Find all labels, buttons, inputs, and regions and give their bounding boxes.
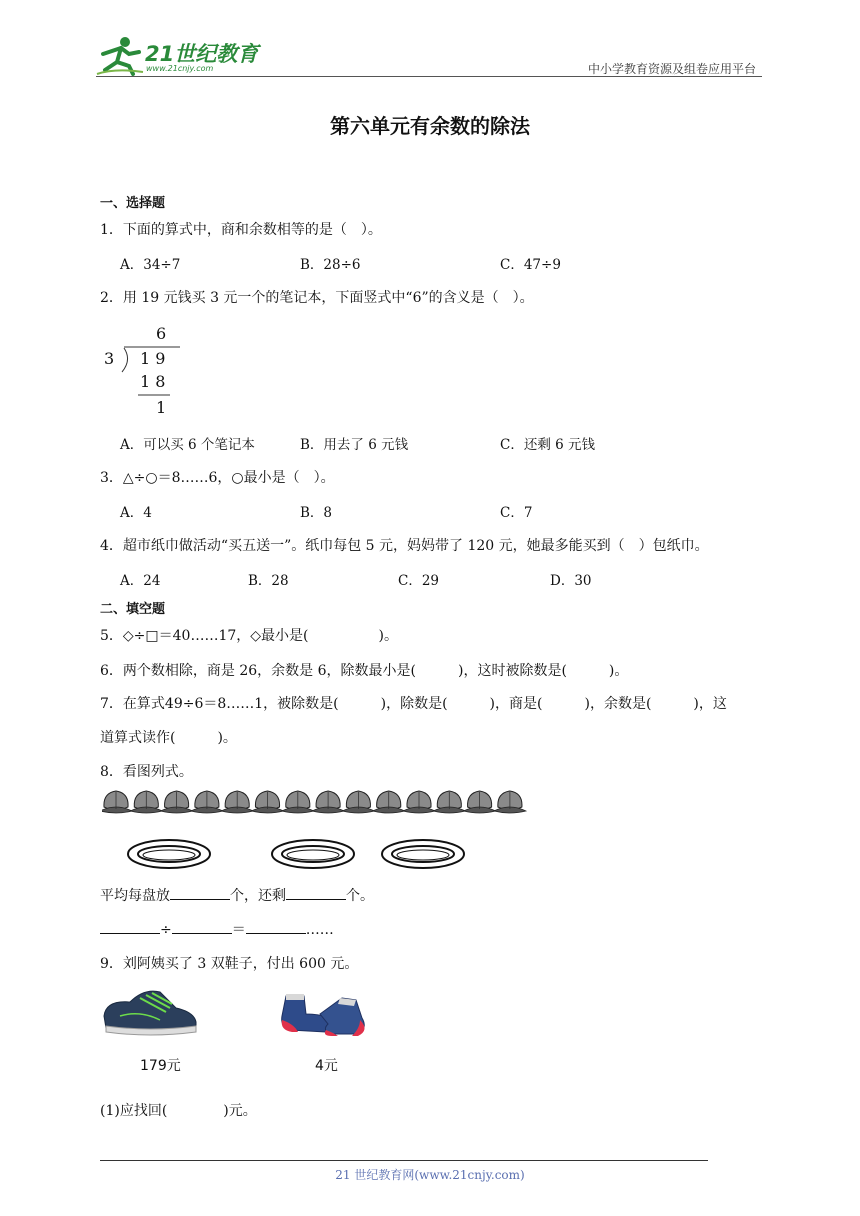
long-division-figure <box>100 322 190 422</box>
question-9: 9．刘阿姨买了 3 双鞋子，付出 600 元。 <box>100 956 359 972</box>
q3-option-a: A．4 <box>120 505 152 521</box>
q2-option-b: B．用去了 6 元钱 <box>300 437 409 453</box>
question-1: 1．下面的算式中，商和余数相等的是（ ）。 <box>100 222 382 238</box>
q4-option-c: C．29 <box>398 573 440 589</box>
blank-dividend <box>100 921 160 934</box>
q8-line1 <box>100 885 374 905</box>
q8-div-sign: ÷ <box>160 922 172 938</box>
section-heading-fill: 二、填空题 <box>100 602 166 617</box>
socks-price: 4元 <box>315 1058 338 1074</box>
q4-option-b: B．28 <box>248 573 289 589</box>
peach-icon <box>102 791 132 813</box>
peach-icon <box>161 791 193 813</box>
question-5: 5．◇÷□＝40……17，◇最小是( )。 <box>100 628 398 644</box>
division-product: 1 8 <box>140 372 166 391</box>
plate-icon <box>270 838 356 872</box>
peach-icon <box>252 791 284 813</box>
question-9-part-1: (1)应找回( )元。 <box>100 1103 257 1119</box>
q3-option-b: B．8 <box>300 505 333 521</box>
q4-option-a: A．24 <box>120 573 161 589</box>
logo-text: 21世纪教育 <box>145 42 259 66</box>
division-bracket <box>100 322 190 422</box>
question-6: 6．两个数相除，商是 26，余数是 6，除数最小是( )，这时被除数是( )。 <box>100 663 629 679</box>
section-heading-choice: 一、选择题 <box>100 196 166 211</box>
peach-icon <box>373 791 405 813</box>
peaches-image <box>102 787 532 815</box>
peach-row-icon <box>102 787 532 815</box>
peach-icon <box>433 791 465 813</box>
peach-icon <box>282 791 314 813</box>
q8-eq-sign: ＝ <box>231 922 246 938</box>
q8-ellipsis: …… <box>305 922 334 938</box>
socks-image <box>276 990 376 1040</box>
question-7-line1: 7．在算式49÷6＝8……1，被除数是( )，除数是( )，商是( )，余数是( )，这 <box>100 696 727 712</box>
blank-divisor <box>172 921 232 934</box>
q1-option-a: A．34÷7 <box>120 257 181 273</box>
peach-icon <box>403 791 435 813</box>
peach-icon <box>221 791 253 813</box>
blank-remainder <box>286 887 346 900</box>
division-dividend: 1 9 <box>140 349 166 368</box>
plate-icon <box>380 838 466 872</box>
peach-icon <box>494 791 526 813</box>
footer-text: 21 世纪教育网(www.21cnjy.com) <box>335 1168 525 1182</box>
q1-option-c: C．47÷9 <box>500 257 561 273</box>
question-3: 3．△÷○＝8……6，○最小是（ ）。 <box>100 470 335 486</box>
peach-icon <box>130 791 162 813</box>
division-remainder: 1 <box>156 398 167 417</box>
page-title: 第六单元有余数的除法 <box>330 114 530 138</box>
question-4: 4．超市纸巾做活动“买五送一”。纸巾每包 5 元，妈妈带了 120 元，她最多能买到（ ）包纸巾。 <box>100 538 709 554</box>
blank-per-plate <box>170 887 230 900</box>
logo-url: www.21cnjy.com <box>146 64 214 73</box>
q2-option-c: C．还剩 6 元钱 <box>500 437 596 453</box>
q3-option-c: C．7 <box>500 505 533 521</box>
header-divider <box>96 76 762 77</box>
peach-icon <box>464 791 496 813</box>
sneaker-image <box>100 986 200 1038</box>
q8-text-a: 平均每盘放 <box>100 888 170 904</box>
q8-line2 <box>100 919 334 939</box>
division-divisor: 3 <box>104 349 115 368</box>
peach-icon <box>312 791 344 813</box>
peach-icon <box>191 791 223 813</box>
question-2: 2．用 19 元钱买 3 元一个的笔记本，下面竖式中“6”的含义是（ ）。 <box>100 290 534 306</box>
q8-text-c: 个。 <box>346 888 374 904</box>
platform-name: 中小学教育资源及组卷应用平台 <box>587 62 756 76</box>
question-8: 8．看图列式。 <box>100 764 193 780</box>
q8-text-b: 个，还剩 <box>230 888 286 904</box>
division-quotient: 6 <box>156 324 167 343</box>
question-7-line2: 道算式读作( )。 <box>100 730 237 746</box>
peach-icon <box>342 791 374 813</box>
shoe-price: 179元 <box>140 1058 181 1074</box>
q2-option-a: A．可以买 6 个笔记本 <box>120 437 255 453</box>
blank-quotient <box>246 921 306 934</box>
runner-logo-icon <box>95 32 145 76</box>
q1-option-b: B．28÷6 <box>300 257 361 273</box>
footer-divider <box>100 1160 708 1161</box>
q4-option-d: D．30 <box>550 573 592 589</box>
plate-icon <box>126 838 212 872</box>
